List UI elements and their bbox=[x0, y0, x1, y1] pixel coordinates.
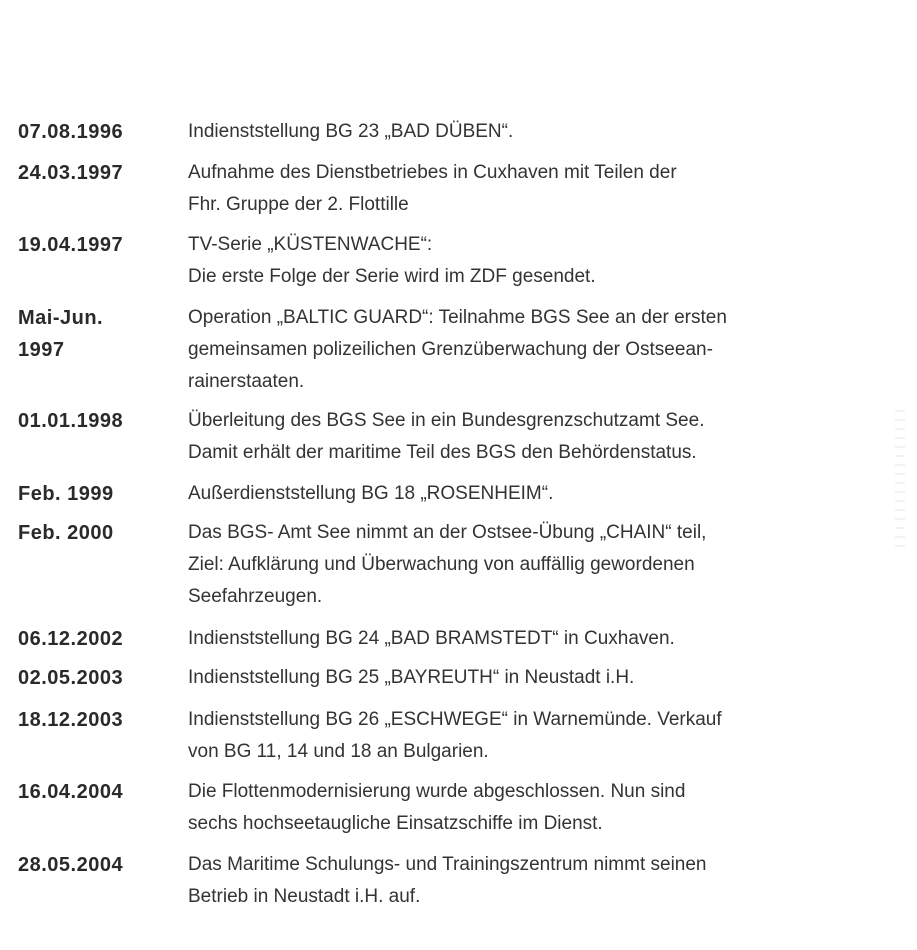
description-line: Fhr. Gruppe der 2. Flottille bbox=[188, 194, 409, 215]
description-line: Indienststellung BG 26 „ESCHWEGE“ in Warnemünde. Verkauf bbox=[188, 709, 722, 730]
timeline-entry bbox=[18, 662, 898, 694]
entry-date bbox=[18, 704, 188, 736]
entry-description bbox=[188, 157, 898, 221]
date-line: 07.08.1996 bbox=[18, 121, 124, 143]
description-line: Überleitung des BGS See in ein Bundesgrenzschutzamt See. bbox=[188, 410, 705, 431]
description-line: Das Maritime Schulungs- und Trainingszentrum nimmt seinen bbox=[188, 854, 707, 875]
entry-date bbox=[18, 116, 188, 148]
timeline-entry bbox=[18, 302, 898, 398]
description-line: Indienststellung BG 25 „BAYREUTH“ in Neustadt i.H. bbox=[188, 667, 635, 688]
date-line: 16.04.2004 bbox=[18, 781, 124, 803]
date-line: 18.12.2003 bbox=[18, 709, 124, 731]
timeline-entry bbox=[18, 704, 898, 768]
description-line: Betrieb in Neustadt i.H. auf. bbox=[188, 886, 421, 907]
entry-date bbox=[18, 623, 188, 655]
description-line: Seefahrzeugen. bbox=[188, 586, 323, 607]
description-line: Außerdienststellung BG 18 „ROSENHEIM“. bbox=[188, 483, 554, 504]
timeline-entry bbox=[18, 157, 898, 221]
description-line: Aufnahme des Dienstbetriebes in Cuxhaven mit Teilen der bbox=[188, 162, 677, 183]
entry-date bbox=[18, 405, 188, 437]
entry-description bbox=[188, 405, 898, 469]
timeline-entry bbox=[18, 776, 898, 840]
date-line: Feb. 1999 bbox=[18, 483, 114, 505]
scan-artifact bbox=[895, 410, 905, 550]
entry-description bbox=[188, 517, 898, 613]
entry-description bbox=[188, 623, 898, 655]
entry-description bbox=[188, 849, 898, 913]
timeline-entry bbox=[18, 405, 898, 469]
description-line: Ziel: Aufklärung und Überwachung von auffällig gewordenen bbox=[188, 554, 695, 575]
description-line: Indienststellung BG 24 „BAD BRAMSTEDT“ in Cuxhaven. bbox=[188, 628, 675, 649]
entry-date bbox=[18, 157, 188, 189]
entry-description bbox=[188, 229, 898, 293]
timeline bbox=[18, 116, 898, 913]
entry-date bbox=[18, 776, 188, 808]
description-line: Das BGS- Amt See nimmt an der Ostsee-Übung „CHAIN“ teil, bbox=[188, 522, 707, 543]
entry-date bbox=[18, 229, 188, 261]
timeline-entry bbox=[18, 623, 898, 655]
description-line: gemeinsamen polizeilichen Grenzüberwachung der Ostseean- bbox=[188, 339, 713, 360]
description-line: TV-Serie „KÜSTENWACHE“: bbox=[188, 234, 433, 255]
date-line: Mai-Jun. bbox=[18, 307, 104, 329]
date-line: 24.03.1997 bbox=[18, 162, 124, 184]
timeline-entry bbox=[18, 517, 898, 613]
description-line: von BG 11, 14 und 18 an Bulgarien. bbox=[188, 741, 489, 762]
description-line: Damit erhält der maritime Teil des BGS den Behördenstatus. bbox=[188, 442, 697, 463]
date-line: 01.01.1998 bbox=[18, 410, 124, 432]
date-line: 02.05.2003 bbox=[18, 667, 124, 689]
timeline-entry bbox=[18, 849, 898, 913]
entry-description bbox=[188, 302, 898, 398]
date-line: 19.04.1997 bbox=[18, 234, 124, 256]
timeline-entry bbox=[18, 478, 898, 510]
entry-description bbox=[188, 116, 898, 148]
timeline-entry bbox=[18, 116, 898, 148]
description-line: Operation „BALTIC GUARD“: Teilnahme BGS See an der ersten bbox=[188, 307, 727, 328]
entry-description bbox=[188, 776, 898, 840]
date-line: Feb. 2000 bbox=[18, 522, 114, 544]
entry-description bbox=[188, 478, 898, 510]
date-line: 06.12.2002 bbox=[18, 628, 124, 650]
date-line: 1997 bbox=[18, 339, 65, 361]
description-line: sechs hochseetaugliche Einsatzschiffe im Dienst. bbox=[188, 813, 603, 834]
description-line: Die Flottenmodernisierung wurde abgeschlossen. Nun sind bbox=[188, 781, 686, 802]
entry-date bbox=[18, 302, 188, 366]
entry-date bbox=[18, 849, 188, 881]
date-line: 28.05.2004 bbox=[18, 854, 124, 876]
entry-description bbox=[188, 704, 898, 768]
entry-date bbox=[18, 517, 188, 549]
entry-description bbox=[188, 662, 898, 694]
description-line: Die erste Folge der Serie wird im ZDF gesendet. bbox=[188, 266, 596, 287]
description-line: Indienststellung BG 23 „BAD DÜBEN“. bbox=[188, 121, 514, 142]
entry-date bbox=[18, 478, 188, 510]
entry-date bbox=[18, 662, 188, 694]
timeline-entry bbox=[18, 229, 898, 293]
description-line: rainerstaaten. bbox=[188, 371, 305, 392]
